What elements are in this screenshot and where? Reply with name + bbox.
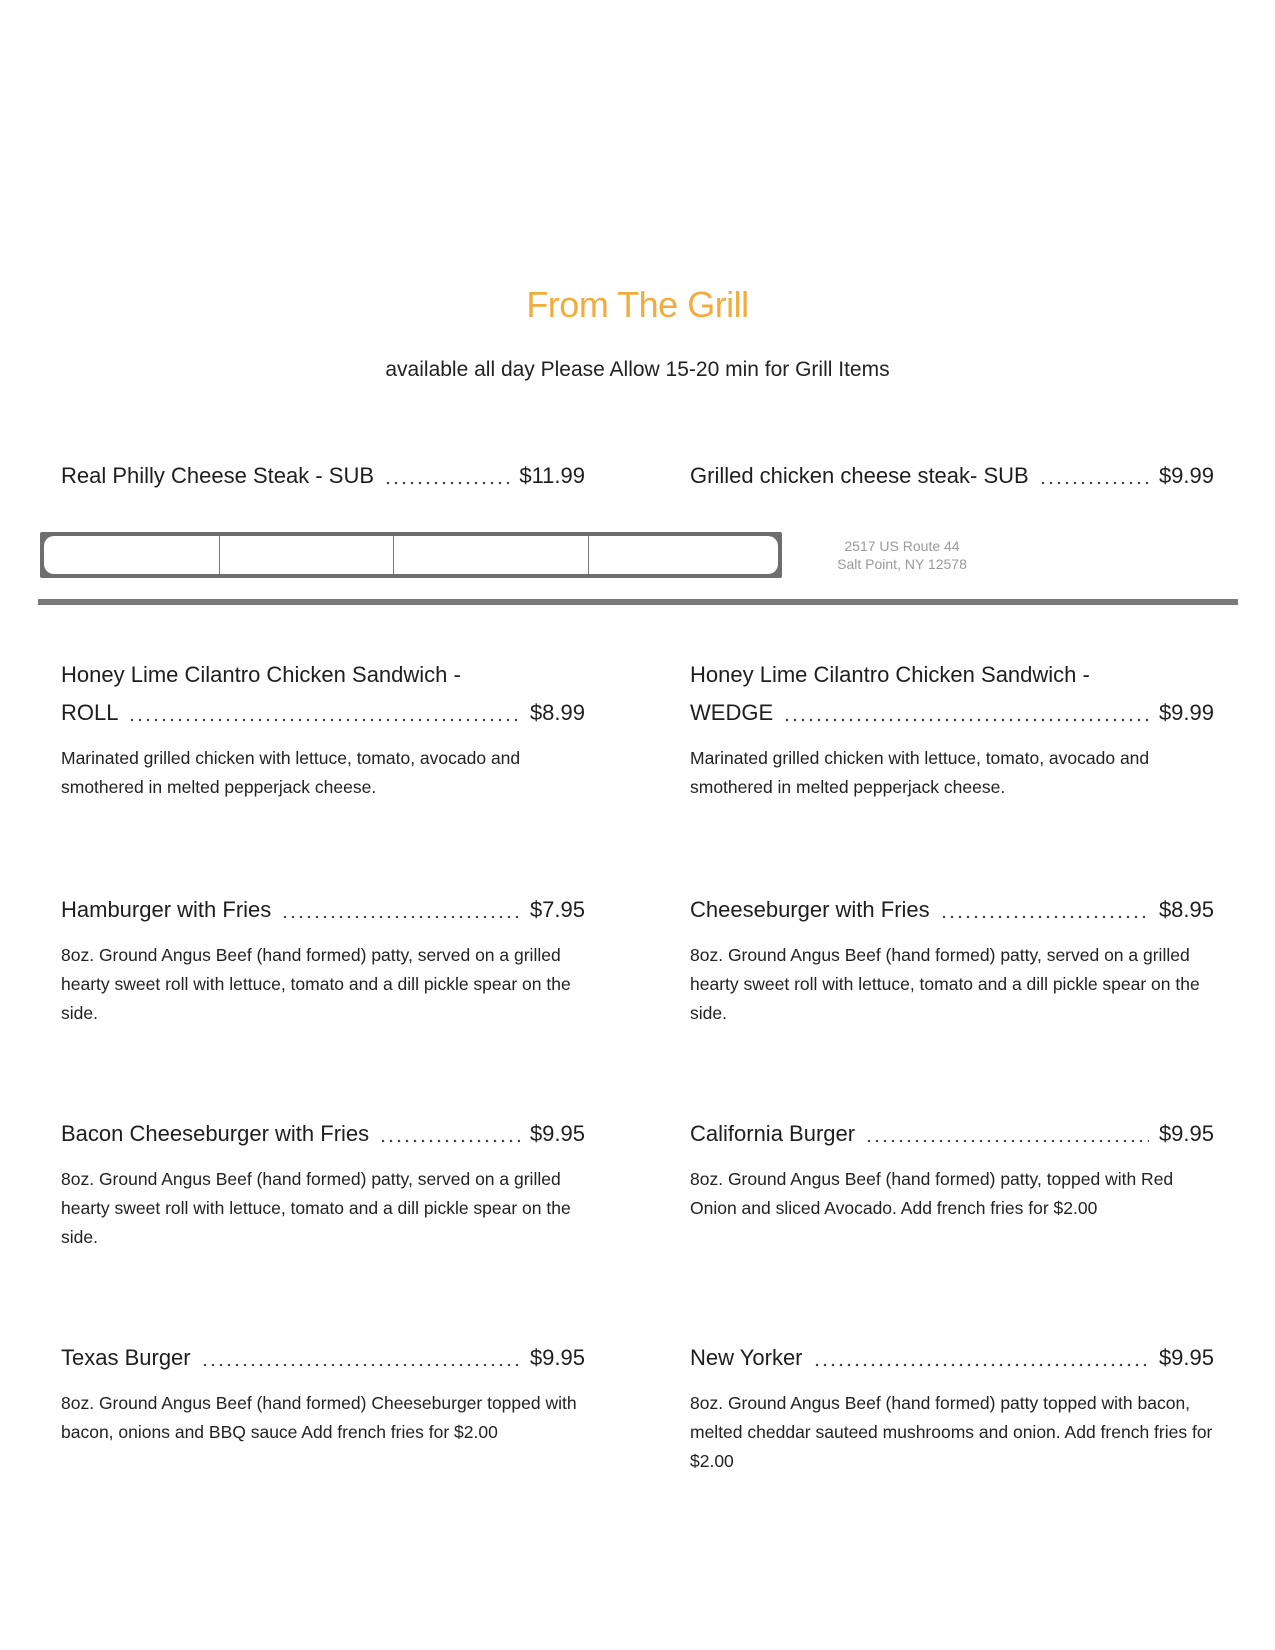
menu-item-price: $9.95 [529, 1121, 585, 1146]
menu-item-philly-cheese-steak [61, 457, 585, 495]
dot-leader [940, 915, 1149, 919]
menu-item-price: $11.99 [519, 463, 585, 488]
restaurant-address [810, 537, 994, 573]
menu-item-name: New Yorker [690, 1345, 803, 1370]
dot-leader [783, 718, 1149, 722]
menu-item-heading [690, 1339, 1214, 1377]
menu-item-hamburger [61, 891, 585, 1028]
menu-item-cheeseburger [690, 891, 1214, 1028]
menu-item-heading [61, 1339, 585, 1377]
address-line-2: Salt Point, NY 12578 [837, 556, 967, 572]
dot-leader [281, 915, 520, 919]
nav-tab-2[interactable] [220, 536, 394, 574]
menu-item-texas-burger [61, 1339, 585, 1447]
menu-item-new-yorker [690, 1339, 1214, 1476]
menu-item-description: Marinated grilled chicken with lettuce, tomato, avocado and smothered in melted pepperjack cheese. [61, 748, 521, 797]
dot-leader [384, 481, 509, 485]
address-line-1: 2517 US Route 44 [844, 538, 960, 554]
menu-item-heading [61, 457, 585, 495]
menu-item-price: $8.95 [1158, 897, 1214, 922]
menu-item-honey-lime-wedge [690, 656, 1214, 802]
menu-item-heading [690, 457, 1214, 495]
menu-item-heading [61, 891, 585, 929]
menu-item-name: Texas Burger [61, 1345, 191, 1370]
menu-item-price: $9.95 [529, 1345, 585, 1370]
dot-leader [201, 1363, 520, 1367]
nav-tab-1[interactable] [44, 536, 220, 574]
menu-item-price: $8.99 [529, 700, 585, 725]
menu-item-name-line: Honey Lime Cilantro Chicken Sandwich - [61, 662, 461, 687]
page-subtitle: available all day Please Allow 15-20 min for Grill Items [385, 358, 890, 381]
dot-leader [128, 718, 519, 722]
menu-item-description: Marinated grilled chicken with lettuce, tomato, avocado and smothered in melted pepperjack cheese. [690, 748, 1150, 797]
menu-item-name: ROLL [61, 700, 119, 725]
section-divider [38, 599, 1238, 605]
menu-item-price: $7.95 [529, 897, 585, 922]
menu-item-heading [690, 1115, 1214, 1153]
dot-leader [865, 1139, 1149, 1143]
menu-item-heading [61, 1115, 585, 1153]
menu-item-heading [690, 694, 1214, 732]
menu-item-name: WEDGE [690, 700, 774, 725]
dot-leader [379, 1139, 520, 1143]
menu-item-price: $9.95 [1158, 1345, 1214, 1370]
menu-item-description: 8oz. Ground Angus Beef (hand formed) patty, served on a grilled hearty sweet roll with lettuce, tomato and a dill pickle spear on the side. [61, 1169, 571, 1247]
menu-item-price: $9.99 [1158, 463, 1214, 488]
menu-item-heading [690, 891, 1214, 929]
nav-tab-bar [40, 532, 782, 578]
nav-tab-4[interactable] [589, 536, 778, 574]
menu-item-bacon-cheeseburger [61, 1115, 585, 1252]
menu-item-name: Cheeseburger with Fries [690, 897, 930, 922]
dot-leader [1039, 481, 1149, 485]
menu-item-grilled-chicken-cheese-steak [690, 457, 1214, 495]
menu-item-name: California Burger [690, 1121, 856, 1146]
menu-item-price: $9.95 [1158, 1121, 1214, 1146]
nav-tab-group [44, 536, 778, 574]
menu-item-name: Hamburger with Fries [61, 897, 272, 922]
nav-tab-3[interactable] [394, 536, 589, 574]
menu-item-description: 8oz. Ground Angus Beef (hand formed) patty topped with bacon, melted cheddar sauteed mushrooms and onion. Add french fries for $2.00 [690, 1393, 1213, 1471]
menu-item-description: 8oz. Ground Angus Beef (hand formed) patty, topped with Red Onion and sliced Avocado. Add french fries for $2.00 [690, 1169, 1174, 1218]
menu-item-heading [61, 694, 585, 732]
menu-item-price: $9.99 [1158, 700, 1214, 725]
menu-item-description: 8oz. Ground Angus Beef (hand formed) patty, served on a grilled hearty sweet roll with lettuce, tomato and a dill pickle spear on the side. [61, 945, 571, 1023]
page-title: From The Grill [526, 284, 749, 325]
menu-item-name: Real Philly Cheese Steak - SUB [61, 463, 375, 488]
menu-item-name: Grilled chicken cheese steak- SUB [690, 463, 1029, 488]
menu-item-california-burger [690, 1115, 1214, 1223]
menu-item-honey-lime-roll [61, 656, 585, 802]
menu-item-name: Bacon Cheeseburger with Fries [61, 1121, 370, 1146]
dot-leader [813, 1363, 1149, 1367]
menu-item-description: 8oz. Ground Angus Beef (hand formed) patty, served on a grilled hearty sweet roll with lettuce, tomato and a dill pickle spear on the side. [690, 945, 1200, 1023]
menu-item-name-line: Honey Lime Cilantro Chicken Sandwich - [690, 662, 1090, 687]
menu-item-description: 8oz. Ground Angus Beef (hand formed) Cheeseburger topped with bacon, onions and BBQ sauce Add french fries for $2.00 [61, 1393, 577, 1442]
